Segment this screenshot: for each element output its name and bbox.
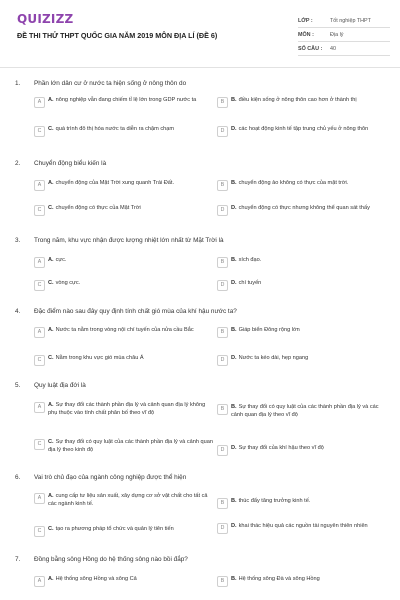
option-badge: D xyxy=(217,126,228,137)
option-b[interactable] xyxy=(217,498,387,509)
option-text: khai thác hiệu quả các nguồn tài nguyên thiên nhiên xyxy=(238,523,368,529)
option-badge: C xyxy=(34,126,45,137)
option-text: chuyển động của Mặt Trời xung quanh Trái Đất. xyxy=(55,180,175,186)
question-text: Chuyển động biểu kiến là xyxy=(34,160,107,167)
option-text: nông nghiệp vẫn đang chiếm tỉ lệ lớn trong GDP nước ta xyxy=(55,97,197,103)
option-text: điều kiện sống ở nông thôn cao hơn ở thành thị xyxy=(238,97,357,103)
option-a[interactable] xyxy=(34,493,214,508)
option-d[interactable] xyxy=(217,280,387,291)
option-text: cực. xyxy=(55,257,67,263)
option-badge: C xyxy=(34,355,45,366)
option-text: Nằm trong khu vực gió mùa châu Á xyxy=(55,355,144,361)
option-badge: A xyxy=(34,327,45,338)
option-a[interactable] xyxy=(34,180,214,191)
question-number: 2. xyxy=(15,160,21,167)
meta-row-subject xyxy=(298,28,390,42)
option-label: A. xyxy=(48,576,54,582)
option-label: B. xyxy=(231,404,237,410)
option-a[interactable] xyxy=(34,257,214,268)
exam-title: ĐỀ THI THỬ THPT QUỐC GIA NĂM 2019 MÔN ĐỊA LÍ (ĐỀ 6) xyxy=(17,31,218,40)
option-label: A. xyxy=(48,327,54,333)
option-badge: B xyxy=(217,257,228,268)
option-label: A. xyxy=(48,402,54,408)
option-badge: B xyxy=(217,327,228,338)
option-label: A. xyxy=(48,180,54,186)
question-number: 4. xyxy=(15,308,21,315)
option-d[interactable] xyxy=(217,126,387,137)
meta-key: LỚP : xyxy=(298,17,313,24)
option-text: Hệ thống sông Hồng và sông Cả xyxy=(55,576,137,582)
option-b[interactable] xyxy=(217,576,387,587)
option-label: B. xyxy=(231,180,237,186)
option-a[interactable] xyxy=(34,402,214,417)
option-label: B. xyxy=(231,97,237,103)
option-label: C. xyxy=(48,355,54,361)
header-divider xyxy=(0,67,400,68)
option-b[interactable] xyxy=(217,257,387,268)
option-label: C. xyxy=(48,126,54,132)
question-text: Phần lớn dân cư ở nước ta hiện sống ở nông thôn do xyxy=(34,80,187,87)
option-d[interactable] xyxy=(217,205,387,216)
option-c[interactable] xyxy=(34,526,214,537)
option-text: chuyển động có thực của Mặt Trời xyxy=(55,205,141,211)
question-text: Đồng bằng sông Hồng do hệ thống sông nào bồi đắp? xyxy=(34,556,188,563)
option-label: D. xyxy=(231,445,237,451)
worksheet-header xyxy=(0,0,400,68)
option-d[interactable] xyxy=(217,523,387,534)
option-text: xích đạo. xyxy=(238,257,262,263)
option-badge: D xyxy=(217,355,228,366)
meta-row-class xyxy=(298,14,390,28)
option-badge: D xyxy=(217,445,228,456)
option-badge: A xyxy=(34,257,45,268)
option-badge: C xyxy=(34,280,45,291)
option-label: C. xyxy=(48,205,54,211)
option-badge: B xyxy=(217,498,228,509)
option-badge: B xyxy=(217,97,228,108)
option-badge: C xyxy=(34,526,45,537)
option-label: A. xyxy=(48,493,54,499)
question-text: Trong năm, khu vực nhận được lượng nhiệt lớn nhất từ Mặt Trời là xyxy=(34,237,224,244)
option-badge: A xyxy=(34,576,45,587)
option-label: A. xyxy=(48,257,54,263)
meta-key: SỐ CÂU : xyxy=(298,45,323,52)
meta-row-count xyxy=(298,42,390,56)
option-label: B. xyxy=(231,576,237,582)
option-label: A. xyxy=(48,97,54,103)
option-label: D. xyxy=(231,523,237,529)
option-label: D. xyxy=(231,205,237,211)
option-badge: C xyxy=(34,439,45,450)
meta-value: 40 xyxy=(330,45,336,52)
option-text: các hoạt động kinh tế tập trung chủ yếu ở nông thôn xyxy=(238,126,369,132)
question-text: Quy luật địa đới là xyxy=(34,382,86,389)
option-text: cung cấp tư liệu sản xuất, xây dựng cơ sở vật chất cho tất cả các ngành kinh tế. xyxy=(48,493,208,507)
option-b[interactable] xyxy=(217,327,387,338)
question-text: Vai trò chủ đạo của ngành công nghiệp được thể hiện xyxy=(34,474,187,481)
option-badge: A xyxy=(34,402,45,413)
quizizz-logo: QUIZIZZ xyxy=(17,12,74,26)
option-text: chí tuyến xyxy=(238,280,262,286)
option-text: Hệ thống sông Đà và sông Hồng xyxy=(238,576,320,582)
option-badge: A xyxy=(34,493,45,504)
option-label: D. xyxy=(231,280,237,286)
meta-value: Tốt nghiệp THPT xyxy=(330,17,371,24)
option-label: C. xyxy=(48,526,54,532)
option-a[interactable] xyxy=(34,327,214,338)
option-badge: B xyxy=(217,404,228,415)
option-a[interactable] xyxy=(34,576,214,587)
option-text: tạo ra phương pháp tổ chức và quản lý tiên tiến xyxy=(55,526,174,532)
option-badge: A xyxy=(34,97,45,108)
question-number: 6. xyxy=(15,474,21,481)
option-c[interactable] xyxy=(34,205,214,216)
option-label: B. xyxy=(231,327,237,333)
option-badge: C xyxy=(34,205,45,216)
option-c[interactable] xyxy=(34,439,214,454)
option-badge: B xyxy=(217,180,228,191)
question-number: 5. xyxy=(15,382,21,389)
option-c[interactable] xyxy=(34,126,214,137)
option-label: B. xyxy=(231,498,237,504)
option-b[interactable] xyxy=(217,180,387,191)
option-label: C. xyxy=(48,280,54,286)
option-text: Sự thay đổi của khí hậu theo vĩ độ xyxy=(238,445,324,451)
question-number: 3. xyxy=(15,237,21,244)
meta-table xyxy=(298,14,390,56)
option-text: Giáp biển Đông rộng lớn xyxy=(238,327,300,333)
meta-value: Địa lý xyxy=(330,31,344,38)
option-label: D. xyxy=(231,355,237,361)
option-text: Sự thay đổi có quy luật của các thành phần địa lý và cảnh quan địa lý theo kinh độ xyxy=(48,439,213,453)
question-number: 7. xyxy=(15,556,21,563)
option-badge: D xyxy=(217,280,228,291)
question-text: Đặc điểm nào sau đây quy định tính chất gió mùa của khí hậu nước ta? xyxy=(34,308,237,315)
option-badge: A xyxy=(34,180,45,191)
option-text: thúc đẩy tăng trưởng kinh tế. xyxy=(238,498,311,504)
option-text: chuyển động có thực nhưng không thể quan sát thấy xyxy=(238,205,370,211)
option-c[interactable] xyxy=(34,355,214,366)
option-b[interactable] xyxy=(217,404,387,419)
question-number: 1. xyxy=(15,80,21,87)
option-text: Sự thay đổi các thành phần địa lý và cảnh quan địa lý không phụ thuộc vào tính chất phân bố theo vĩ độ xyxy=(48,402,206,416)
option-text: vòng cực. xyxy=(55,280,81,286)
option-text: chuyển động ảo không có thực của mặt trời. xyxy=(238,180,349,186)
option-badge: D xyxy=(217,205,228,216)
option-d[interactable] xyxy=(217,445,387,456)
option-label: D. xyxy=(231,126,237,132)
option-b[interactable] xyxy=(217,97,387,108)
option-c[interactable] xyxy=(34,280,214,291)
option-badge: B xyxy=(217,576,228,587)
option-text: Nước ta nằm trong vòng nội chí tuyến của nửa cầu Bắc xyxy=(55,327,194,333)
option-d[interactable] xyxy=(217,355,387,366)
meta-key: MÔN : xyxy=(298,31,314,38)
option-text: quá trình đô thị hóa nước ta diễn ra chậm chạm xyxy=(55,126,175,132)
option-text: Nước ta kéo dài, hẹp ngang xyxy=(238,355,309,361)
option-badge: D xyxy=(217,523,228,534)
option-a[interactable] xyxy=(34,97,214,108)
option-text: Sự thay đổi có quy luật của các thành phần địa lý và các cảnh quan địa lý theo vĩ độ xyxy=(231,404,379,418)
option-label: C. xyxy=(48,439,54,445)
option-label: B. xyxy=(231,257,237,263)
